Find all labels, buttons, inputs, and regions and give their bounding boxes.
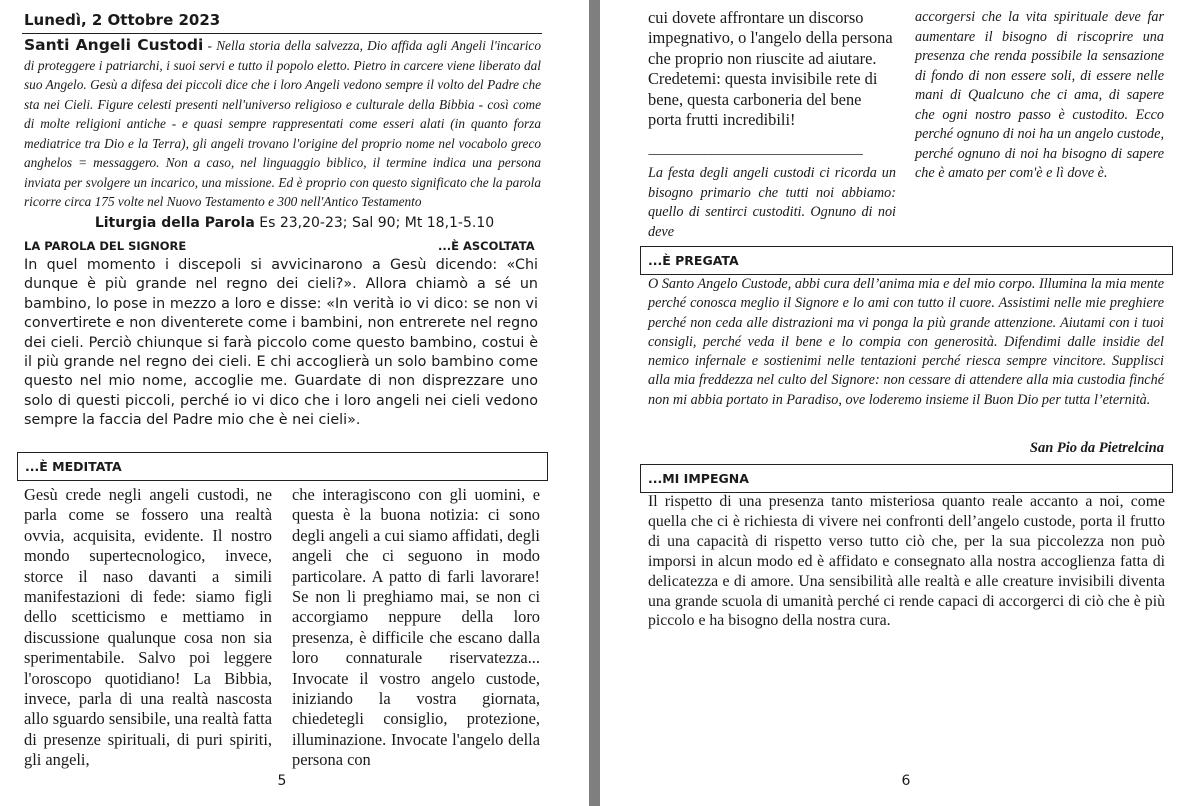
pregata-heading: ...È PREGATA bbox=[640, 246, 1173, 275]
impegna-text: Il rispetto di una presenza tanto misteriosa quanto reale accanto a noi, come quella che ci è richiesta di vivere nei confronti dell’angelo custode, porta il frutto di una capacità di rispetto verso tutto ciò che, per la sua piccolezza non può imporsi in alcun modo ed è affidato e consegnato alla nostra accoglienza fatta di delicatezza e di amore. Una sensibilità alle realtà e alle creature invisibili diventa una grande scuola di umanità perché ci rende capaci di accorgerci di ciò che è più piccolo e ha bisogno della nostra cura. bbox=[648, 493, 1165, 630]
prayer-text: O Santo Angelo Custode, abbi cura dell’anima mia e del mio corpo. Illumina la mia mente perché conosca meglio il Signore e lo ami con tutto il cuore. Assistimi nelle mie preghiere perché non ceda alle distrazioni ma vi ponga la più grande attenzione. Aiutami con i tuoi consigli, perché veda il bene e lo compia con generosità. Difendimi dalle insidie del nemico infernale e sostienimi nelle tentazioni perché riesca sempre vincitore. Supplisci alla mia freddezza nel culto del Signore: non cessare di attendere alla mia custodia finché non mi abbia portato in Paradiso, ove loderemo insieme il Buon Dio per tutta l’eternità. bbox=[648, 276, 1164, 408]
impegna-heading: ...MI IMPEGNA bbox=[640, 464, 1173, 493]
dashed-divider: -------------------------------------------------------------------------------------------- bbox=[648, 149, 863, 160]
reflection-column-1: La festa degli angeli custodi ci ricorda un bisogno primario che tutti noi abbiamo: quello di sentirci custoditi. Ognuno di noi deve bbox=[648, 165, 896, 240]
page-gutter bbox=[589, 0, 600, 806]
reflection-column-2: accorgersi che la vita spirituale deve far aumentare il bisogno di riscoprire una presenza che renda possibile la sensazione di fondo di non essere soli, di essere nelle mani di Qualcuno che ci ama, di sapere che ogni nostro passo è custodito. Ecco perché ognuno di noi ha un angelo custode, perché ognuno di noi ha bisogno di sapere che è amato per com'è e lì dove è. bbox=[915, 9, 1164, 181]
liturgy-line bbox=[0, 215, 589, 231]
meditata-column-1: Gesù crede negli angeli custodi, ne parla come se fossero una realtà ovvia, acquisita, evidente. Il nostro mondo supertecnologico, invece, storce il naso davanti a simili manifestazioni di fede: siamo figli dello scetticismo e mettiamo in discussione qualunque cosa non sia sperimentabile. Salvo poi leggere l'oroscopo quotidiano! La Bibbia, invece, parla di una realtà nascosta allo sguardo sensibile, una realtà fatta di presenze spirituali, di puri spiriti, gli angeli, bbox=[24, 485, 272, 770]
meditata-column-2: che interagiscono con gli uomini, e questa è la buona notizia: ci sono degli angeli a cui siamo affidati, degli angeli che ci seguono in modo particolare. A patto di farli lavorare! Se non li preghiamo mai, se non ci accorgiamo neppure della loro presenza, è difficile che escano dalla loro connaturale riservatezza... Invocate il vostro angelo custode, iniziando la vostra giornata, chiedetegli consiglio, protezione, illuminazione. Invocate l'angelo della persona con bbox=[292, 485, 540, 770]
meditata-continuation: cui dovete affrontare un discorso impegnativo, o l'angelo della persona che proprio non riuscite ad aiutare. Credetemi: questa invisibile rete di bene, questa carboneria del bene porta frutti incredibili! bbox=[648, 8, 893, 130]
parola-label: LA PAROLA DEL SIGNORE bbox=[24, 239, 187, 253]
date-header: Lunedì, 2 Ottobre 2023 bbox=[24, 11, 221, 29]
prayer-author: San Pio da Pietrelcina bbox=[1029, 440, 1164, 456]
saint-description: - Nella storia della salvezza, Dio affida agli Angeli l'incarico di proteggere i patriarchi, i suoi servi e tutto il popolo eletto. Pietro in carcere viene liberato dal suo Angelo. Gesù a difesa dei piccoli dice che i loro Angeli vedono sempre il volto del Padre che sta nei Cieli. Figure celesti presenti nell'universo religioso e culturale della Bibbia - così come di molte religioni antiche - e quasi sempre rappresentati come esseri alati (in quanto forza mediatrice tra Dio e la Terra), gli angeli trovano l'origine del proprio nome nel vocabolo greco anghelos = messaggero. Non a caso, nel linguaggio biblico, il termine indica una persona inviata per svolgere un incarico, una missione. Ed è proprio con questo significato che la parola ricorre circa 175 volte nel Nuovo Testamento e 300 nell'Antico Testamento bbox=[24, 38, 541, 209]
liturgy-label: Liturgia della Parola bbox=[94, 215, 255, 231]
gospel-text: In quel momento i discepoli si avvicinarono a Gesù dicendo: «Chi dunque è più grande nel regno dei cieli?». Allora chiamò a sé un bambino, lo pose in mezzo a loro e disse: «In verità io vi dico: se non vi convertirete e non diventerete come i bambini, non entrerete nel regno dei cieli. Perciò chiunque si farà piccolo come questo bambino, costui è il più grande nel regno dei cieli. E chi accoglierà un solo bambino come questo nel mio nome, accoglie me. Guardate di non disprezzare uno solo di questi piccoli, perché io vi dico che i loro angeli nei cieli vedono sempre la faccia del Padre mio che è nei cieli». bbox=[24, 257, 538, 429]
liturgy-references: Es 23,20-23; Sal 90; Mt 18,1-5.10 bbox=[254, 215, 495, 231]
meditata-heading: ...È MEDITATA bbox=[17, 452, 548, 481]
saint-block bbox=[24, 36, 541, 212]
header-rule bbox=[22, 33, 542, 34]
page-number: 5 bbox=[277, 773, 287, 789]
page-number: 6 bbox=[901, 773, 911, 789]
ascoltata-label: ...È ASCOLTATA bbox=[438, 239, 535, 253]
saint-title: Santi Angeli Custodi bbox=[24, 36, 204, 54]
